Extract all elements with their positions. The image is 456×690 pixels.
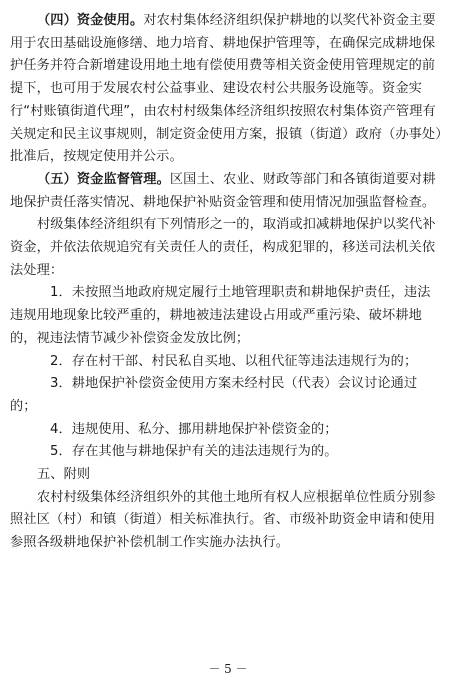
heading-fund-use: （四）资金使用。: [37, 13, 144, 28]
text-fund-use: 对农村集体经济组织保护耕地的以奖代补资金主要用于农田基础设施修缮、地力培育、耕地保护管理等，在确保完成耕地保护任务并符合新增建设用地土地有偿使用费等相关资金使用管理规定的前提下，也可用于发展农村公益事业、建设农村公共服务设施等。资金实行“村账镇街道代理”，由农村村级集体经济组织按照农村集体资产管理有关规定和民主议事规则，制定资金使用方案，报镇（街道）政府（办事处）批准后，按规定使用并公示。: [10, 13, 442, 165]
paragraph-fund-supervision: [10, 169, 442, 214]
list-item-3: 3．耕地保护补偿资金使用方案未经村民（代表）会议讨论通过的；: [10, 376, 418, 414]
list-item-5: 5．存在其他与耕地保护有关的违法违规行为的。: [50, 444, 338, 460]
heading-fund-supervision: （五）资金监督管理。: [37, 171, 170, 187]
text-fund-supervision: 区国土、农业、财政等部门和各镇街道要对耕地保护责任落实情况、耕地保护补贴资金管理和使用情况加强监督检查。: [10, 171, 436, 210]
document-body: [10, 10, 442, 555]
heading-supplementary: 五、附则: [37, 467, 91, 483]
paragraph-penalty-intro: 村级集体经济组织有下列情形之一的，取消或扣减耕地保护以奖代补资金，并依法依规追究有关责任人的责任，构成犯罪的，移送司法机关依法处理：: [10, 217, 436, 278]
list-item-4: 4．违规使用、私分、挪用耕地保护补偿资金的；: [50, 421, 338, 437]
paragraph-fund-use: [10, 10, 442, 169]
page-number: － 5 －: [208, 662, 248, 676]
list-item-1: 1．未按照当地政府规定履行土地管理职责和耕地保护责任，违法违规用地现象比较严重的，耕地被违法建设占用或严重污染、破坏耕地的，视违法情节减少补偿资金发放比例；: [10, 285, 431, 346]
list-item-2: 2．存在村干部、村民私自买地、以租代征等违法违规行为的；: [50, 353, 418, 369]
paragraph-supplementary: 农村村级集体经济组织外的其他土地所有权人应根据单位性质分别参照社区（村）和镇（街道）相关标准执行。省、市级补助资金申请和使用参照各级耕地保护补偿机制工作实施办法执行。: [10, 489, 436, 551]
